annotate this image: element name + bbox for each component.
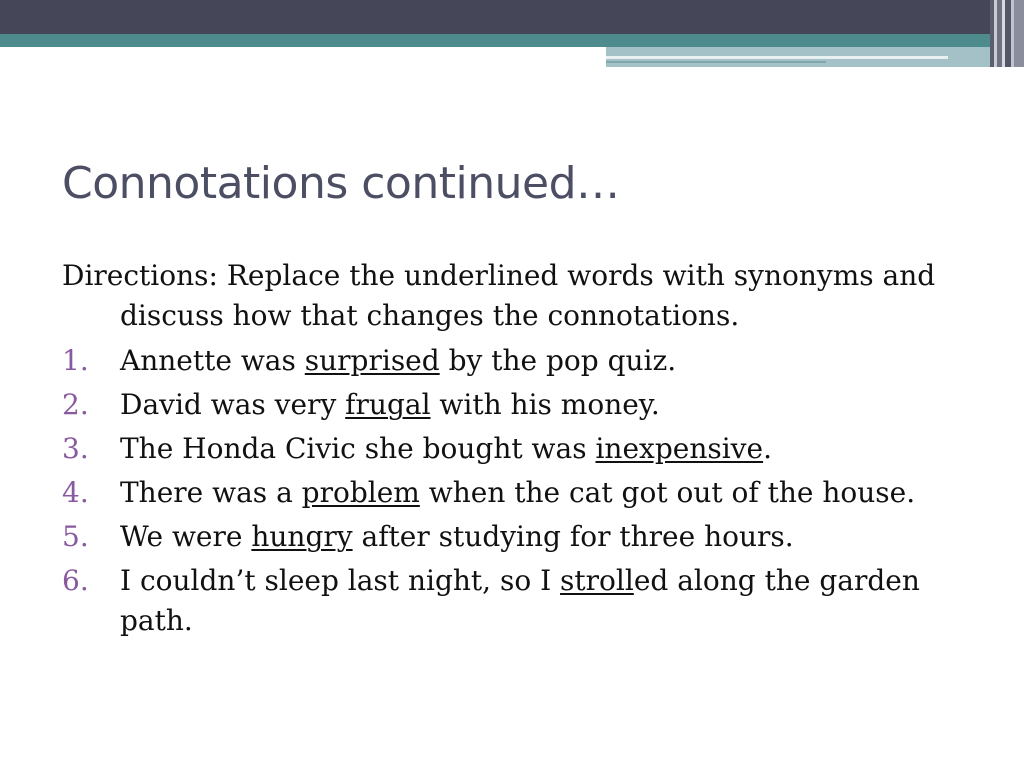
list-item <box>62 429 962 469</box>
sentence-text: We were <box>120 520 252 553</box>
sentence-text: David was very <box>120 388 346 421</box>
list-number: 2. <box>62 388 89 421</box>
header-vertical-stripes <box>990 0 1024 67</box>
list-number: 5. <box>62 520 89 553</box>
sentence-text: . <box>763 432 772 465</box>
list-number: 4. <box>62 476 89 509</box>
sentence-text: There was a <box>120 476 302 509</box>
sentence-text: after studying for three hours. <box>352 520 794 553</box>
sentence-text: I couldn’t sleep last night, so I <box>120 564 561 597</box>
underlined-word: frugal <box>345 388 431 421</box>
underlined-word: stroll <box>560 564 634 597</box>
sentence-list <box>62 341 962 641</box>
list-number: 3. <box>62 432 89 465</box>
underlined-word: hungry <box>251 520 353 553</box>
sentence-text: The Honda Civic she bought was <box>120 432 596 465</box>
directions-text: Directions: Replace the underlined words with synonyms and discuss how that changes the connotations. <box>62 259 936 332</box>
underlined-word: problem <box>301 476 420 509</box>
list-item <box>62 473 962 513</box>
slide-title: Connotations continued… <box>62 158 620 209</box>
header-accent-line <box>606 56 948 59</box>
sentence-text: with his money. <box>430 388 660 421</box>
sentence-text: by the pop quiz. <box>439 344 677 377</box>
underlined-word: inexpensive <box>595 432 764 465</box>
underlined-word: surprised <box>304 344 440 377</box>
list-item <box>62 341 962 381</box>
list-item <box>62 385 962 425</box>
sentence-text: ed along the garden path. <box>120 564 920 637</box>
list-number: 6. <box>62 564 89 597</box>
list-number: 1. <box>62 344 89 377</box>
header-dark-bar <box>0 0 1024 34</box>
list-item <box>62 561 962 641</box>
sentence-text: Annette was <box>120 344 305 377</box>
slide-body <box>62 256 962 645</box>
header-accent-line-dark <box>606 61 826 63</box>
header-teal-band <box>0 34 990 47</box>
list-item <box>62 517 962 557</box>
sentence-text: when the cat got out of the house. <box>419 476 916 509</box>
